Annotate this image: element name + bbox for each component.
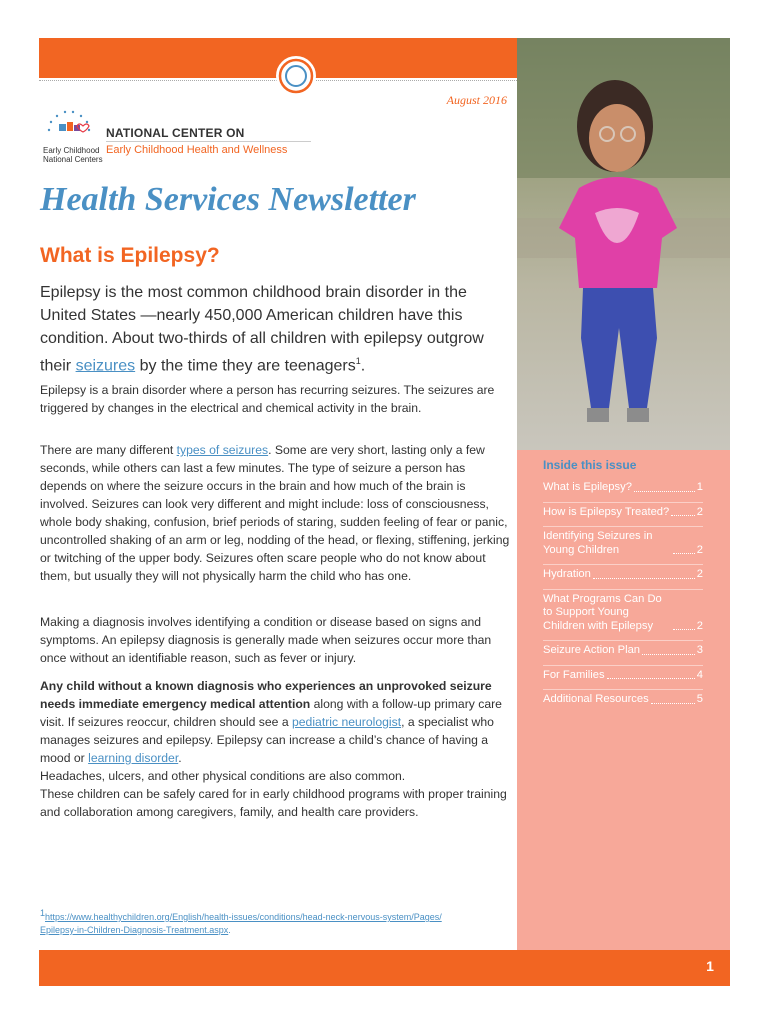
logo-title: NATIONAL CENTER ON bbox=[106, 126, 245, 140]
toc-item-page: 5 bbox=[696, 693, 703, 705]
toc-item[interactable] bbox=[543, 690, 703, 714]
pediatric-neurologist-link[interactable]: pediatric neurologist bbox=[292, 715, 402, 729]
paragraph-diagnosis: Making a diagnosis involves identifying a condition or disease based on signs and symptoms. An epilepsy diagnosis is generally made when seizures occur more than once without an identifiable reason, such as fever or injury. bbox=[40, 615, 492, 665]
lead-paragraph bbox=[40, 281, 510, 377]
toc-item[interactable] bbox=[543, 527, 703, 565]
child-photo bbox=[517, 38, 730, 450]
circle-emblem-icon bbox=[276, 56, 316, 96]
organization-logo bbox=[43, 108, 313, 168]
footnote-end: . bbox=[228, 925, 231, 935]
toc-dot-leader bbox=[634, 491, 695, 492]
toc-item[interactable] bbox=[543, 590, 703, 642]
p4-end: . bbox=[178, 751, 182, 765]
learning-disorder-link[interactable]: learning disorder bbox=[88, 751, 179, 765]
toc-item-page: 2 bbox=[696, 619, 703, 632]
toc-dot-leader bbox=[642, 654, 695, 655]
toc-item-label: Seizure Action Plan bbox=[543, 644, 641, 656]
toc-item-label: Identifying Seizures in Young Children bbox=[543, 530, 653, 556]
toc-dot-leader bbox=[673, 553, 695, 554]
toc-dot-leader bbox=[593, 578, 695, 579]
paragraph-definition: Epilepsy is a brain disorder where a person has recurring seizures. The seizures are triggered by changes in the electrical and chemical activity in the brain. bbox=[40, 383, 495, 415]
toc-dot-leader bbox=[651, 703, 695, 704]
toc-dot-leader bbox=[607, 678, 695, 679]
paragraph-emergency bbox=[40, 677, 510, 821]
toc-item[interactable] bbox=[543, 503, 703, 528]
p4-text: along with a follow-up primary care visit. If seizures reoccur, children should see a bbox=[40, 697, 502, 729]
inside-this-issue-sidebar bbox=[517, 450, 730, 950]
p4-bold: Any child without a known diagnosis who experiences an unprovoked seizure needs immediate emergency medical attention bbox=[40, 679, 492, 711]
toc-item-label: For Families bbox=[543, 668, 605, 681]
logo-subtitle: Early Childhood Health and Wellness bbox=[106, 141, 311, 156]
toc-item-page: 4 bbox=[696, 668, 703, 681]
toc-item-label: Additional Resources bbox=[543, 693, 649, 705]
page-number: 1 bbox=[706, 958, 714, 974]
toc-dot-leader bbox=[673, 629, 695, 630]
footer-bar bbox=[39, 950, 730, 986]
toc-item-label: Hydration bbox=[543, 568, 591, 580]
p4-mid: , a specialist who manages seizures and epilepsy. Epilepsy can increase a child’s chance of having a mood or bbox=[40, 715, 494, 765]
types-of-seizures-link[interactable]: types of seizures bbox=[176, 443, 269, 457]
lead-text-after: by the time they are teenagers bbox=[135, 357, 356, 375]
seizures-link[interactable]: seizures bbox=[75, 357, 136, 375]
lead-text: Epilepsy is the most common childhood brain disorder in the United States —nearly 450,000 American children have this condition. About two-thirds of all children with epilepsy outgrow their bbox=[40, 284, 484, 375]
toc-dot-leader bbox=[671, 515, 695, 516]
p2-text: There are many different bbox=[40, 443, 177, 457]
toc-item-page: 2 bbox=[696, 568, 703, 580]
footnote-number: 1 bbox=[40, 908, 46, 918]
paragraph-seizure-types bbox=[40, 441, 510, 585]
toc-item[interactable] bbox=[543, 666, 703, 691]
toc-item[interactable] bbox=[543, 641, 703, 666]
issue-date: August 2016 bbox=[446, 93, 507, 107]
p4-first bbox=[40, 677, 510, 767]
toc-item-page: 3 bbox=[696, 644, 703, 656]
table-of-contents bbox=[543, 478, 703, 714]
footnote-ref: 1 bbox=[355, 356, 361, 366]
logo-caption-line1: Early Childhood bbox=[43, 146, 100, 155]
toc-item[interactable] bbox=[543, 478, 703, 503]
logo-caption-line2: National Centers bbox=[43, 155, 103, 164]
sidebar-heading: Inside this issue bbox=[543, 458, 637, 472]
logo-caption bbox=[43, 146, 103, 164]
toc-item-page: 2 bbox=[696, 543, 703, 556]
p5: Headaches, ulcers, and other physical conditions are also common. bbox=[40, 769, 406, 783]
footnote-link-line2[interactable]: Epilepsy-in-Children-Diagnosis-Treatment.aspx bbox=[40, 925, 229, 935]
section-title: What is Epilepsy? bbox=[40, 244, 220, 267]
p6: These children can be safely cared for in early childhood programs with proper training and collaboration among caregivers, family, and health care providers. bbox=[40, 787, 507, 819]
toc-item-label: What Programs Can Do to Support Young Children with Epilepsy bbox=[543, 592, 662, 632]
lead-end: . bbox=[360, 357, 366, 375]
toc-item-page: 1 bbox=[696, 481, 703, 493]
toc-item-label: How is Epilepsy Treated? bbox=[543, 505, 670, 518]
footnote bbox=[40, 907, 510, 937]
newsletter-title: Health Services Newsletter bbox=[40, 181, 416, 218]
toc-item[interactable] bbox=[543, 565, 703, 590]
toc-item-label: What is Epilepsy? bbox=[543, 481, 632, 493]
p2-text-after: . Some are very short, lasting only a few seconds, while others can last a few minutes. The type of seizure a person has depends on where the seizure occurs in the brain and how much of the brain is involved. Seizures can look very different and might include: loss of consciousness, whole body shaking, confusion, brief periods of staring, sudden feeling of fear or panic, uncontrolled shaking of an arm or leg, nodding of the head, or flexing, stiffening, jerking or twitching of the upper body. Seizures often scare people who do not know about them, but usually they will not physically harm the child who has one. bbox=[40, 443, 510, 583]
toc-item-page: 2 bbox=[696, 505, 703, 518]
footnote-link-line1[interactable]: https://www.healthychildren.org/English/health-issues/conditions/head-neck-nervous-system/Pages/ bbox=[45, 912, 442, 922]
